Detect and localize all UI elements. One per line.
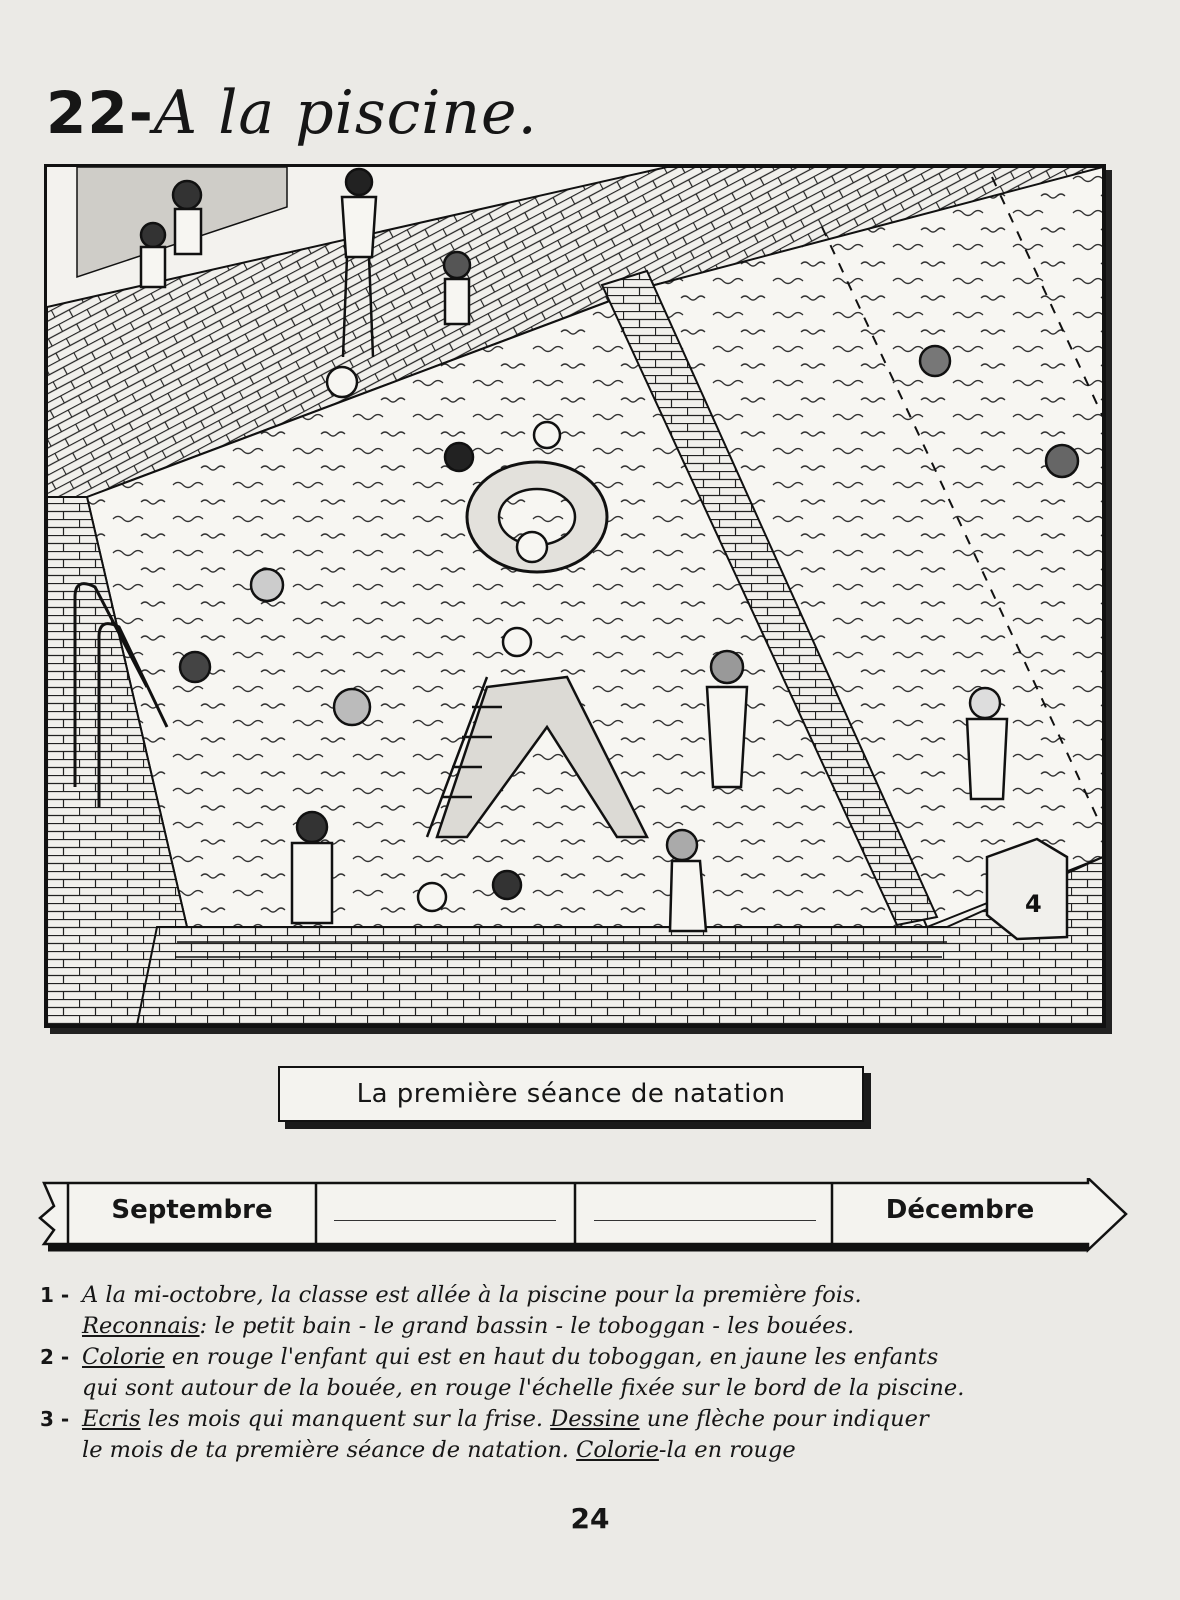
- instruction-number: 1 -: [40, 1283, 70, 1307]
- lesson-number: 22-: [46, 79, 154, 147]
- instruction-1: [40, 1280, 1120, 1342]
- instruction-verb: Ecris: [82, 1406, 141, 1432]
- starting-block-number: 4: [1025, 890, 1042, 918]
- instruction-verb: Colorie: [576, 1437, 659, 1463]
- pool-drawing: [47, 167, 1103, 1025]
- instruction-number: 3 -: [40, 1407, 70, 1431]
- lesson-title: A la piscine.: [153, 78, 538, 148]
- instruction-2: [40, 1342, 1120, 1404]
- instruction-verb: Colorie: [82, 1344, 165, 1370]
- page-number: 24: [570, 1502, 610, 1535]
- frieze-blank-line-2: [594, 1220, 816, 1221]
- frieze-cell-1: Septembre: [111, 1195, 273, 1225]
- instruction-text: une flèche pour indiquer: [639, 1406, 929, 1432]
- instruction-text: en rouge l'enfant qui est en haut du toboggan, en jaune les enfants: [164, 1344, 939, 1370]
- instruction-number: 2 -: [40, 1345, 70, 1369]
- pool-illustration: [44, 164, 1106, 1028]
- instruction-text: : le petit bain - le grand bassin - le toboggan - les bouées.: [199, 1313, 855, 1339]
- instruction-text: le mois de ta première séance de natation.: [82, 1437, 577, 1463]
- instruction-text: A la mi-octobre, la classe est allée à la piscine pour la première fois.: [82, 1282, 862, 1308]
- page-title: [46, 78, 538, 148]
- frieze-blank-line-1: [334, 1220, 556, 1221]
- frieze-cell-4: Décembre: [885, 1195, 1035, 1225]
- frieze-cell-2[interactable]: [316, 1182, 575, 1238]
- instructions: [40, 1280, 1120, 1466]
- instruction-text: -la en rouge: [658, 1437, 796, 1463]
- caption-box: La première séance de natation: [278, 1066, 864, 1122]
- instruction-text: qui sont autour de la bouée, en rouge l'échelle fixée sur le bord de la piscine.: [82, 1375, 965, 1401]
- frieze-cell-3[interactable]: [575, 1182, 832, 1238]
- instruction-text: les mois qui manquent sur la frise.: [140, 1406, 551, 1432]
- months-frieze: [38, 1178, 1128, 1258]
- instruction-3: [40, 1404, 1120, 1466]
- instruction-verb: Dessine: [550, 1406, 640, 1432]
- instruction-verb: Reconnais: [82, 1313, 200, 1339]
